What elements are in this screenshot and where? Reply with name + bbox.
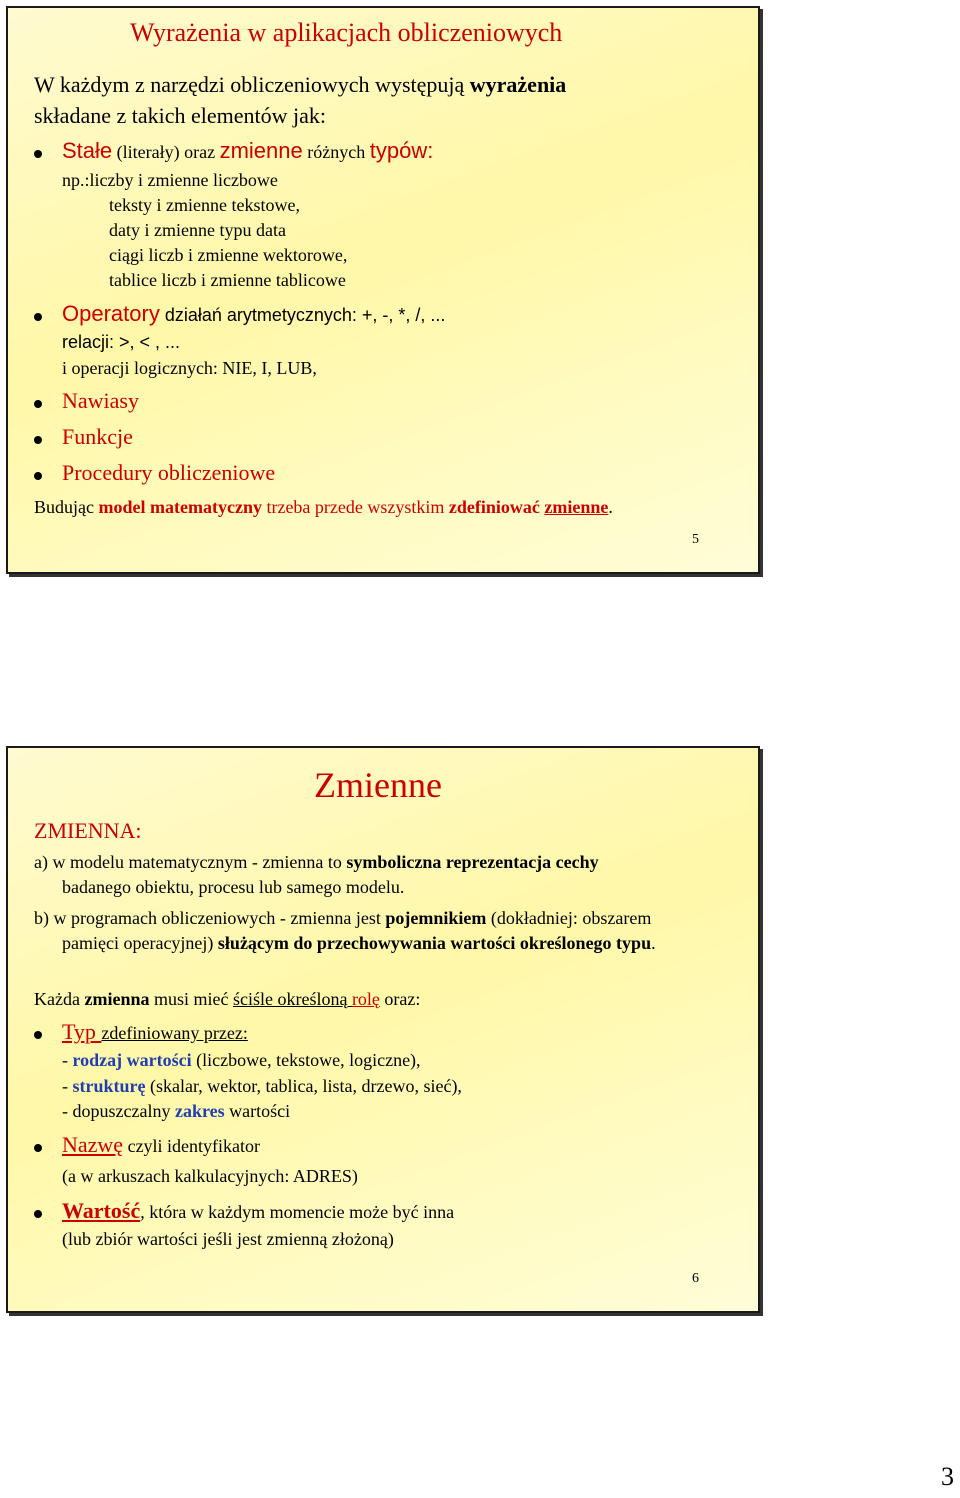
operators-logical: i operacji logicznych: NIE, I, LUB, — [62, 358, 317, 378]
bullet-procedures: Procedury obliczeniowe — [62, 460, 276, 485]
type-kind: - rodzaj wartości (liczbowe, tekstowe, logiczne), — [62, 1050, 421, 1070]
bullet-functions: Funkcje — [62, 424, 133, 449]
example-line-1: np.:liczby i zmienne liczbowe — [62, 170, 278, 190]
example-line-4: ciągi liczb i zmienne wektorowe, — [109, 245, 348, 265]
definition-a-line-2: badanego obiektu, procesu lub samego modelu. — [62, 877, 405, 897]
bullet-icon — [34, 150, 42, 158]
bullet-icon — [34, 400, 42, 408]
definition-a-line-1: a) w modelu matematycznym - zmienna to symboliczna reprezentacja cechy — [34, 852, 599, 872]
example-line-3: daty i zmienne typu data — [109, 220, 286, 240]
definition-b-line-1: b) w programach obliczeniowych - zmienna jest pojemnikiem (dokładniej: obszarem — [34, 908, 652, 928]
bullet-constants: Stałe (literały) oraz zmienne różnych typów: — [62, 138, 434, 163]
bullet-icon — [34, 1210, 42, 1218]
name-address-note: (a w arkuszach kalkulacyjnych: ADRES) — [62, 1166, 358, 1186]
slide-title: Zmienne — [314, 765, 442, 805]
intro-line-1: W każdym z narzędzi obliczeniowych występują wyrażenia — [34, 72, 567, 97]
operators-relations: relacji: >, < , ... — [62, 332, 181, 352]
document-page-number: 3 — [941, 1462, 954, 1491]
value-compound-note: (lub zbiór wartości jeśli jest zmienną złożoną) — [62, 1229, 394, 1249]
bullet-name: Nazwę czyli identyfikator — [62, 1132, 261, 1157]
bullet-value: Wartość, która w każdym momencie może być inna — [62, 1198, 455, 1223]
bullet-operators: Operatory działań arytmetycznych: +, -, *, /, ... — [62, 301, 446, 326]
section-heading: ZMIENNA: — [34, 818, 142, 843]
slide-page-number: 5 — [692, 532, 699, 547]
example-line-5: tablice liczb i zmienne tablicowe — [109, 270, 346, 290]
bullet-icon — [34, 1031, 42, 1039]
type-structure: - strukturę (skalar, wektor, tablica, lista, drzewo, sieć), — [62, 1076, 462, 1096]
slide-5 — [6, 6, 760, 574]
bullet-brackets: Nawiasy — [62, 388, 139, 413]
bullet-icon — [34, 313, 42, 321]
role-sentence: Każda zmienna musi mieć ściśle określoną rolę oraz: — [34, 989, 421, 1009]
definition-b-line-2: pamięci operacyjnej) służącym do przechowywania wartości określonego typu. — [62, 933, 656, 953]
example-line-2: teksty i zmienne tekstowe, — [109, 195, 300, 215]
intro-line-2: składane z takich elementów jak: — [34, 103, 326, 128]
slide-title: Wyrażenia w aplikacjach obliczeniowych — [130, 18, 563, 47]
bullet-type: Typ zdefiniowany przez: — [62, 1019, 248, 1044]
slide-6 — [6, 746, 760, 1313]
bullet-icon — [34, 1144, 42, 1152]
bullet-icon — [34, 472, 42, 480]
bullet-icon — [34, 436, 42, 444]
type-range: - dopuszczalny zakres wartości — [62, 1101, 291, 1121]
footer-sentence: Budując model matematyczny trzeba przede wszystkim zdefiniować zmienne. — [34, 497, 613, 517]
slide-page-number: 6 — [692, 1271, 699, 1286]
